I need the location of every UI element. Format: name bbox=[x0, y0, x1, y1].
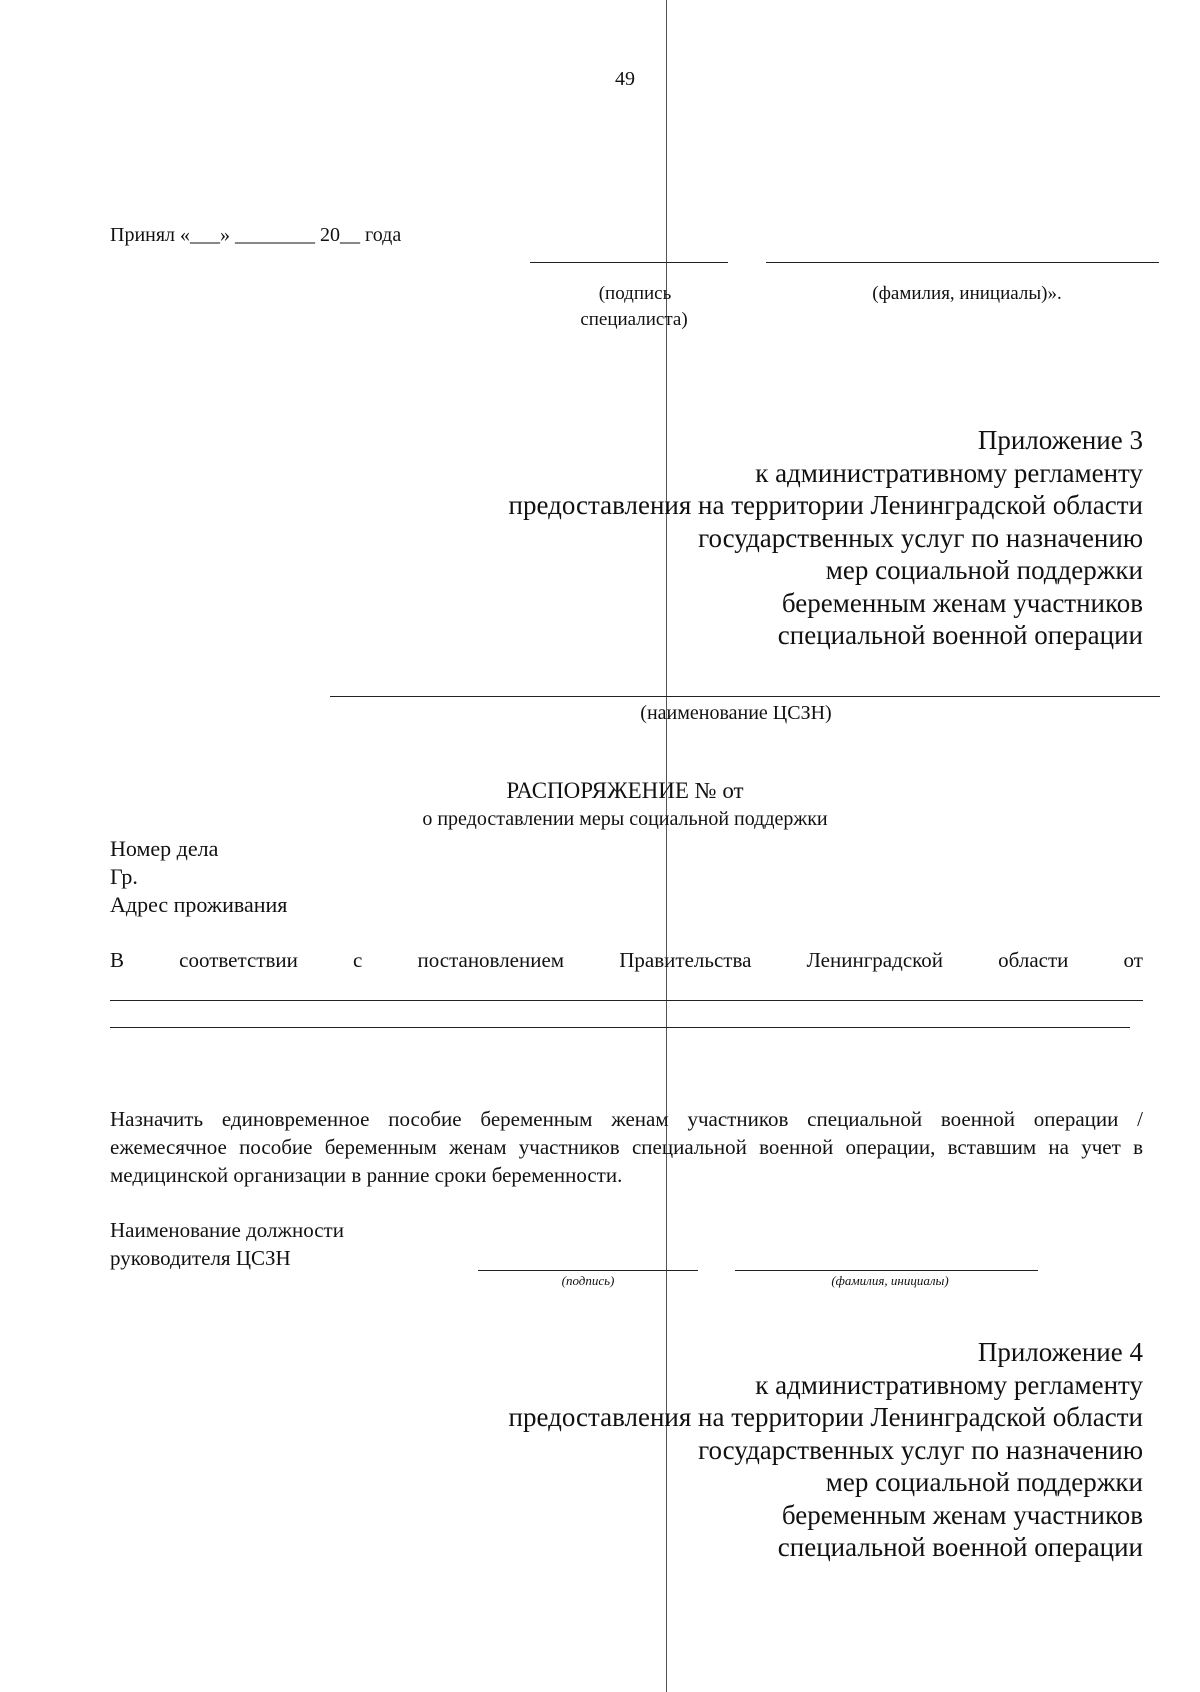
citizen-label: Гр. bbox=[110, 864, 138, 889]
head-signature-line bbox=[478, 1270, 698, 1271]
head-signature-caption: (подпись) bbox=[561, 1273, 615, 1288]
basis-word: Ленинградской bbox=[806, 948, 944, 972]
specialist-signature-caption-1: (подпись bbox=[598, 283, 672, 304]
annex-3-header bbox=[509, 424, 1143, 652]
case-number-label: Номер дела bbox=[110, 836, 219, 861]
annex-3-line: к административному регламенту bbox=[755, 457, 1143, 488]
signatory-position-label: Наименование должности bbox=[110, 1218, 344, 1242]
signatory-org-label: руководителя ЦСЗН bbox=[110, 1246, 291, 1270]
specialist-signature-caption-2: специалиста) bbox=[580, 309, 688, 330]
legal-basis-line bbox=[110, 948, 1143, 973]
annex-4-line: к административному регламенту bbox=[755, 1369, 1143, 1400]
order-subtitle: о предоставлении меры социальной поддержки bbox=[422, 808, 828, 830]
page-number: 49 bbox=[615, 68, 635, 90]
head-name-caption: (фамилия, инициалы) bbox=[831, 1273, 949, 1288]
annex-4-line: мер социальной поддержки bbox=[825, 1467, 1143, 1497]
annex-4-line: государственных услуг по назначению bbox=[698, 1434, 1143, 1465]
basis-word: Правительства bbox=[619, 948, 752, 972]
order-title: РАСПОРЯЖЕНИЕ № от bbox=[506, 778, 744, 803]
basis-fill-line-1 bbox=[110, 1000, 1143, 1001]
basis-word: области bbox=[998, 948, 1069, 972]
org-name-line bbox=[330, 696, 1160, 697]
annex-3-title: Приложение 3 bbox=[977, 425, 1143, 455]
address-label: Адрес проживания bbox=[110, 892, 288, 917]
annex-4-line: специальной военной операции bbox=[777, 1532, 1143, 1562]
annex-4-line: предоставления на территории Ленинградской области bbox=[508, 1402, 1143, 1432]
annex-4-header bbox=[509, 1336, 1143, 1564]
annex-3-line: специальной военной операции bbox=[777, 620, 1143, 650]
basis-word: от bbox=[1123, 948, 1143, 972]
basis-word: с bbox=[353, 948, 363, 972]
head-name-line bbox=[735, 1270, 1038, 1271]
annex-4-line: беременным женам участников bbox=[781, 1499, 1143, 1530]
org-name-caption: (наименование ЦСЗН) bbox=[640, 702, 832, 724]
basis-fill-line-2 bbox=[110, 1027, 1130, 1028]
accepted-date-line: Принял «___» ________ 20__ года bbox=[110, 224, 402, 246]
annex-3-line: государственных услуг по назначению bbox=[698, 522, 1143, 553]
annex-3-line: беременным женам участников bbox=[781, 587, 1143, 618]
basis-word: В bbox=[110, 948, 125, 972]
decision-paragraph: Назначить единовременное пособие беременным женам участников специальной военной операции / ежемесячное пособие беременным женам участников специальной военной операции, вставшим на учет в медицинской организации в ранние сроки беременности. bbox=[110, 1107, 1143, 1187]
basis-word: постановлением bbox=[417, 948, 565, 972]
specialist-name-line bbox=[766, 262, 1159, 263]
annex-4-title: Приложение 4 bbox=[977, 1337, 1143, 1367]
specialist-signature-line bbox=[530, 262, 728, 263]
annex-3-line: предоставления на территории Ленинградской области bbox=[508, 490, 1143, 520]
annex-3-line: мер социальной поддержки bbox=[825, 555, 1143, 585]
basis-word: соответствии bbox=[179, 948, 298, 972]
specialist-name-caption: (фамилия, инициалы)». bbox=[872, 283, 1062, 304]
